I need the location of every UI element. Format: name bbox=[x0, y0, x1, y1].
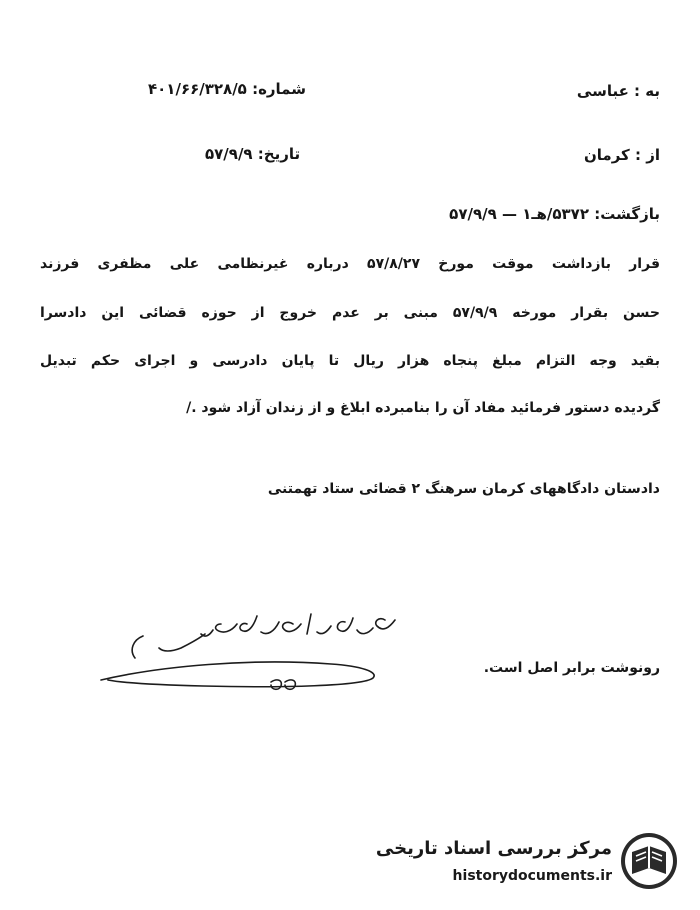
recipient-line: به : عباسی bbox=[576, 82, 660, 100]
book-emblem-icon bbox=[618, 830, 680, 892]
date-line: تاریخ: ۵۷/۹/۹ bbox=[205, 145, 301, 163]
watermark bbox=[375, 828, 680, 898]
copy-note: رونوشت برابر اصل است. bbox=[483, 660, 660, 676]
watermark-title: مرکز بررسی اسناد تاریخی bbox=[375, 838, 612, 859]
body-line-4: گردیده دستور فرمائید مفاد آن را بنامبرده ابلاغ و از زندان آزاد شود ./ bbox=[186, 400, 660, 416]
number-line: شماره: ۴۰۱/۶۶/۳۲۸/۵ bbox=[148, 80, 306, 98]
watermark-url: historydocuments.ir bbox=[452, 868, 612, 884]
body-line-3: بقید وجه التزام مبلغ پنجاه هزار ریال تا پایان دادرسی و اجرای حکم تبدیل bbox=[40, 353, 660, 369]
signature-block: دادستان دادگاههای کرمان سرهنگ ۲ قضائی ستاد تهمتنی bbox=[267, 481, 660, 497]
sender-line: از : کرمان bbox=[584, 146, 660, 164]
handwritten-signature bbox=[95, 600, 405, 710]
body-line-1: قرار بازداشت موقت مورخ ۵۷/۸/۲۷ درباره غیرنظامی علی مظفری فرزند bbox=[40, 256, 660, 272]
reference-line: بازگشت: ۵۳۷۲/هـ۱ — ۵۷/۹/۹ bbox=[449, 205, 660, 223]
body-line-2: حسن بقرار مورخه ۵۷/۹/۹ مبنی بر عدم خروج از حوزه قضائی این دادسرا bbox=[40, 305, 660, 321]
